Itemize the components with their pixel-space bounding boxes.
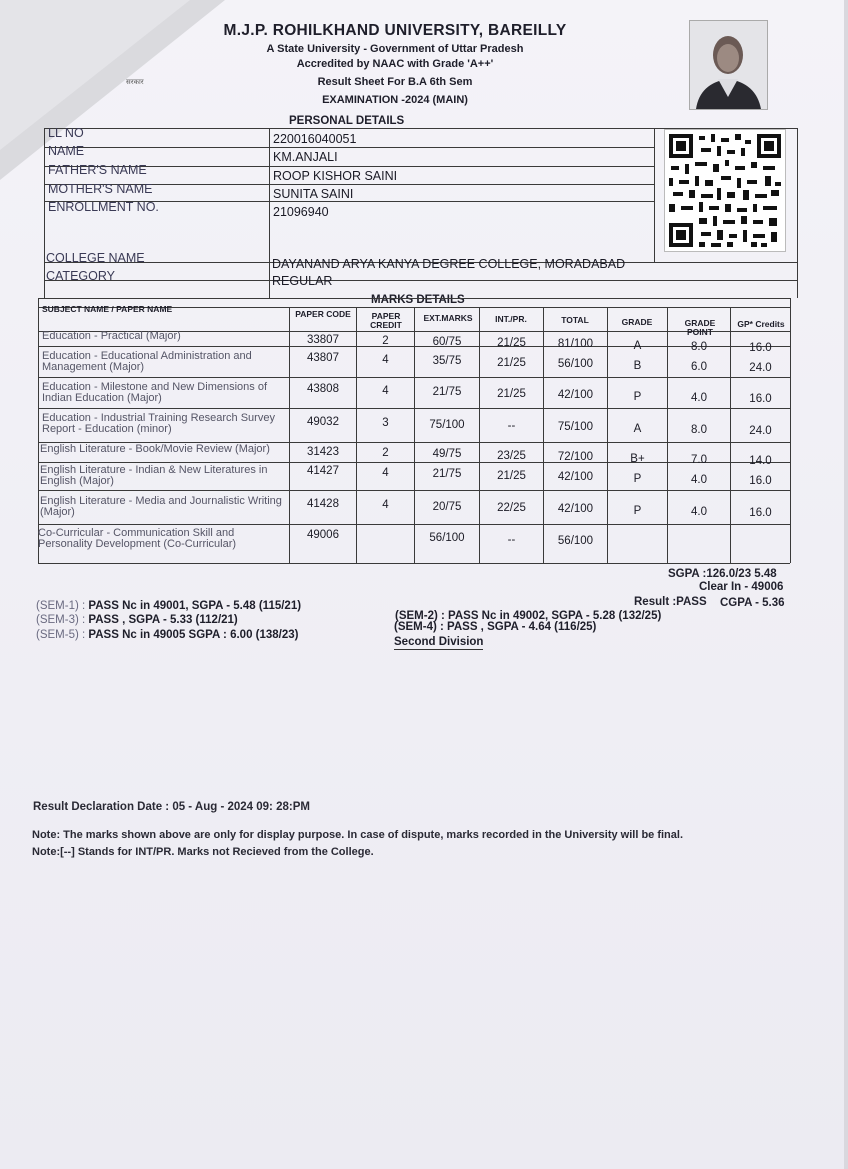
gp-credits: 24.0 (749, 362, 772, 374)
rule (44, 128, 798, 129)
grade-point: 4.0 (691, 474, 707, 486)
name-label: NAME (48, 144, 85, 158)
rule (44, 128, 45, 298)
paper-credit: 4 (382, 499, 389, 511)
rule (654, 128, 655, 262)
father-value: ROOP KISHOR SAINI (273, 169, 398, 183)
int-marks: -- (507, 420, 516, 432)
gp-credits: 16.0 (749, 342, 772, 354)
sem5-value: PASS Nc in 49005 SGPA : 6.00 (138/23) (88, 629, 299, 641)
col-code: PAPER CODE (295, 309, 351, 319)
grade-point: 8.0 (691, 341, 707, 353)
paper-code: 49006 (307, 529, 339, 541)
grade-point: 4.0 (691, 392, 707, 404)
ext-marks: 60/75 (432, 336, 462, 348)
int-marks: 21/25 (497, 337, 526, 349)
personal-details-title: PERSONAL DETAILS (289, 115, 405, 127)
qr-code (664, 129, 786, 252)
clear-in: Clear In - 49006 (699, 581, 784, 593)
subject-name: English Literature - Indian & New Literatures in English (Major) (40, 464, 268, 487)
col-subject: SUBJECT NAME / PAPER NAME (42, 304, 173, 314)
paper-code: 41428 (307, 498, 339, 510)
paper-credit: 4 (382, 467, 389, 479)
col-grade: GRADE (621, 317, 653, 327)
sgpa-summary: SGPA :126.0/23 5.48 (668, 568, 777, 580)
ext-marks: 20/75 (432, 501, 462, 513)
gp-credits: 14.0 (749, 455, 772, 467)
sem3-value: PASS , SGPA - 5.33 (112/21) (88, 614, 238, 626)
paper-code: 43808 (307, 383, 339, 395)
rule (38, 298, 790, 299)
page-edge (844, 0, 848, 1169)
university-subtitle: A State University - Government of Uttar Pradesh (266, 43, 524, 55)
note-int-pr: Note:[--] Stands for INT/PR. Marks not Recieved from the College. (32, 846, 374, 858)
rule (790, 298, 791, 563)
col-grade-point: GRADE POINT (684, 318, 716, 337)
grade-point: 8.0 (691, 424, 707, 436)
category-label: CATEGORY (46, 269, 115, 283)
rule (38, 298, 39, 563)
total-marks: 42/100 (557, 471, 594, 483)
grade-point: 7.0 (691, 454, 707, 466)
paper-credit: 2 (382, 447, 389, 459)
subject-name: Education - Practical (Major) (42, 330, 181, 342)
ext-marks: 56/100 (429, 532, 465, 544)
rule (44, 280, 798, 281)
father-label: FATHER'S NAME (48, 163, 147, 177)
paper-code: 33807 (307, 334, 339, 346)
int-marks: -- (507, 534, 516, 546)
col-ext: EXT.MARKS (423, 313, 473, 323)
paper-credit: 4 (382, 385, 389, 397)
ext-marks: 49/75 (432, 448, 462, 460)
subject-name: Co-Curricular - Communication Skill and Personality Development (Co-Curricular) (38, 527, 237, 550)
ext-marks: 75/100 (429, 419, 465, 431)
declaration-date: Result Declaration Date : 05 - Aug - 2024 09: 28:PM (33, 801, 310, 813)
paper-credit: 4 (382, 354, 389, 366)
roll-value: 220016040051 (273, 132, 357, 146)
col-total: TOTAL (561, 315, 589, 325)
subject-name: Education - Educational Administration and Management (Major) (42, 350, 252, 373)
mother-value: SUNITA SAINI (273, 187, 354, 201)
grade: A (633, 340, 642, 352)
total-marks: 56/100 (557, 535, 594, 547)
mother-label: MOTHER'S NAME (48, 182, 153, 196)
grade-point: 6.0 (691, 361, 707, 373)
roll-label: LL NO (48, 126, 84, 140)
subject-name: English Literature - Media and Journalistic Writing (Major) (40, 495, 282, 518)
rule (797, 128, 798, 298)
sheet-title: Result Sheet For B.A 6th Sem (317, 76, 473, 88)
gp-credits: 16.0 (749, 475, 772, 487)
college-label: COLLEGE NAME (46, 251, 145, 265)
rule (38, 563, 790, 564)
sem5-result (36, 629, 299, 641)
name-value: KM.ANJALI (273, 150, 338, 164)
int-marks: 21/25 (497, 470, 526, 482)
gp-credits: 24.0 (749, 425, 772, 437)
gp-credits: 16.0 (749, 393, 772, 405)
int-marks: 22/25 (497, 502, 526, 514)
grade: P (633, 391, 642, 403)
subject-name: English Literature - Book/Movie Review (Major) (40, 443, 270, 455)
college-value: DAYANAND ARYA KANYA DEGREE COLLEGE, MORADABAD (272, 257, 626, 271)
int-marks: 23/25 (497, 450, 526, 462)
paper-code: 31423 (307, 446, 339, 458)
paper-code: 41427 (307, 465, 339, 477)
rule (269, 128, 270, 298)
rule (44, 147, 654, 148)
col-int: INT./PR. (495, 314, 527, 324)
cgpa: CGPA - 5.36 (720, 597, 785, 609)
examination-title: EXAMINATION -2024 (MAIN) (322, 94, 468, 106)
total-marks: 56/100 (557, 358, 594, 370)
university-name: M.J.P. ROHILKHAND UNIVERSITY, BAREILLY (223, 22, 567, 39)
sem4-result: (SEM-4) : PASS , SGPA - 4.64 (116/25) (394, 621, 597, 633)
int-marks: 21/25 (497, 388, 526, 400)
enrollment-label: ENROLLMENT NO. (48, 200, 159, 214)
paper-code: 49032 (307, 416, 339, 428)
grade: A (633, 423, 642, 435)
sem3-result (36, 614, 238, 626)
result-status: Result :PASS (634, 596, 707, 608)
subject-name: Education - Industrial Training Research Survey Report - Education (minor) (42, 412, 275, 435)
grade: P (633, 505, 642, 517)
paper-code: 43807 (307, 352, 339, 364)
sem1-value: PASS Nc in 49001, SGPA - 5.48 (115/21) (88, 600, 302, 612)
grade: B (633, 360, 642, 372)
total-marks: 75/100 (557, 421, 594, 433)
grade-point: 4.0 (691, 506, 707, 518)
sem1-key: (SEM-1) : (36, 600, 86, 612)
subject-name: Education - Milestone and New Dimensions of Indian Education (Major) (42, 381, 268, 404)
grade: P (633, 473, 642, 485)
sem3-key: (SEM-3) : (36, 614, 86, 626)
marks-details-title: MARKS DETAILS (371, 294, 465, 306)
division: Second Division (394, 636, 484, 648)
student-photo (689, 20, 768, 110)
sem1-result (36, 600, 301, 612)
paper-credit: 2 (382, 335, 389, 347)
total-marks: 42/100 (557, 503, 594, 515)
ext-marks: 35/75 (432, 355, 462, 367)
accreditation: Accredited by NAAC with Grade 'A++' (296, 58, 494, 70)
grade: B+ (630, 453, 645, 465)
total-marks: 72/100 (557, 451, 594, 463)
ext-marks: 21/75 (432, 386, 462, 398)
note-display-purpose: Note: The marks shown above are only for display purpose. In case of dispute, marks recorded in the University will be final. (32, 829, 684, 841)
category-value: REGULAR (272, 274, 333, 288)
logo-caption: सरकार (126, 79, 144, 86)
enrollment-value: 21096940 (273, 205, 329, 219)
int-marks: 21/25 (497, 357, 526, 369)
col-credit: PAPER CREDIT (370, 311, 402, 330)
total-marks: 81/100 (557, 338, 594, 350)
gp-credits: 16.0 (749, 507, 772, 519)
col-gp-credits: GP* Credits (737, 319, 785, 329)
sem2-result: (SEM-2) : PASS Nc in 49002, SGPA - 5.28 (132/25) (395, 610, 662, 622)
sem5-key: (SEM-5) : (36, 629, 86, 641)
total-marks: 42/100 (557, 389, 594, 401)
paper-credit: 3 (382, 417, 389, 429)
ext-marks: 21/75 (432, 468, 462, 480)
